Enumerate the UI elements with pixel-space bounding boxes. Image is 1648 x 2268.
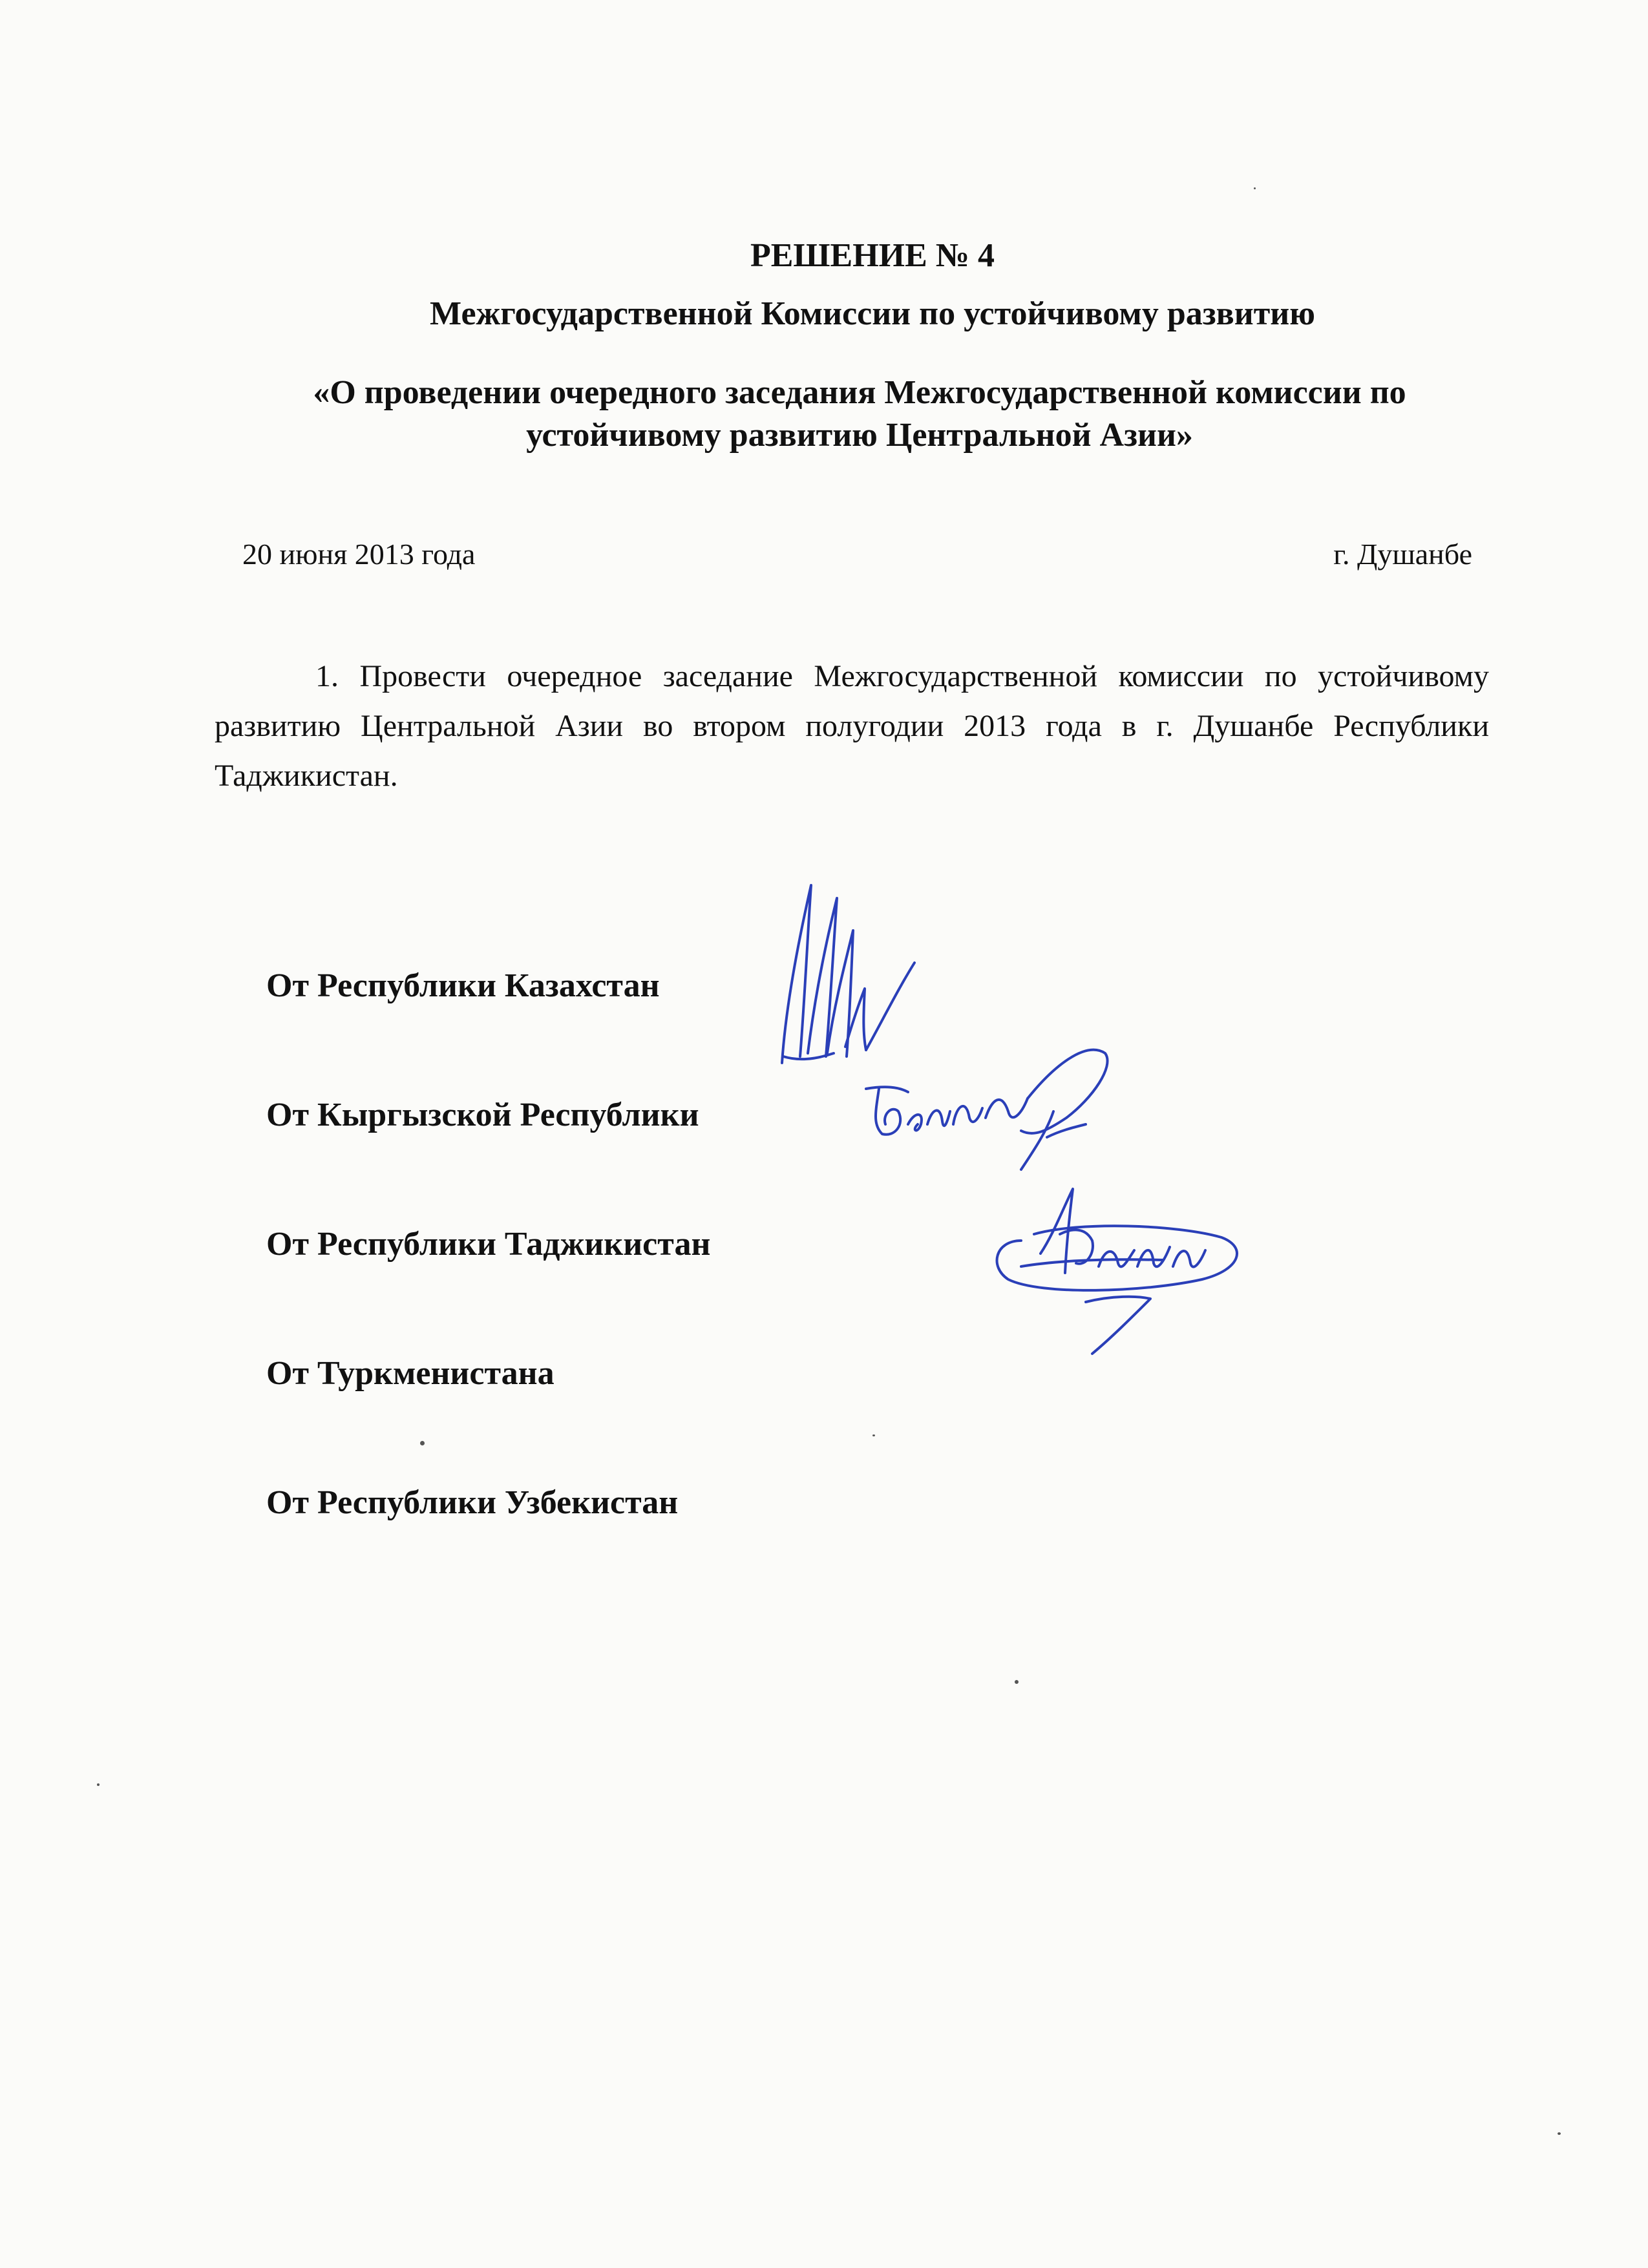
signatory-tajikistan: От Республики Таджикистан — [266, 1226, 711, 1263]
decision-title: РЕШЕНИЕ № 4 — [750, 237, 995, 274]
signatory-uzbekistan: От Республики Узбекистан — [266, 1484, 679, 1521]
signature-kyrgyzstan — [860, 1027, 1118, 1176]
dust-speck — [420, 1441, 425, 1445]
signatory-kazakhstan: От Республики Казахстан — [266, 967, 660, 1004]
decision-paragraph-1: 1. Провести очередное заседание Межгосударственной комиссии по устойчивому развитию Центральной Азии во втором полугодии 2013 года в г. Душанбе Республики Таджикистан. — [215, 659, 1489, 793]
commission-subtitle: Межгосударственной Комиссии по устойчивому развитию — [430, 295, 1315, 332]
signature-tajikistan — [982, 1182, 1254, 1370]
dust-speck — [97, 1783, 100, 1786]
dust-speck — [1015, 1680, 1019, 1684]
decision-topic: «О проведении очередного заседания Межгосударственной комиссии по устойчивому развитию Центральной Азии» — [313, 374, 1406, 454]
document-city: г. Душанбе — [1333, 538, 1472, 571]
dust-speck — [872, 1434, 875, 1436]
signatory-turkmenistan: От Туркменистана — [266, 1355, 555, 1392]
document-date: 20 июня 2013 года — [242, 538, 476, 571]
dust-speck — [1558, 2132, 1561, 2135]
signatory-kyrgyzstan: От Кыргызской Республики — [266, 1097, 699, 1133]
dust-speck — [1254, 187, 1256, 189]
